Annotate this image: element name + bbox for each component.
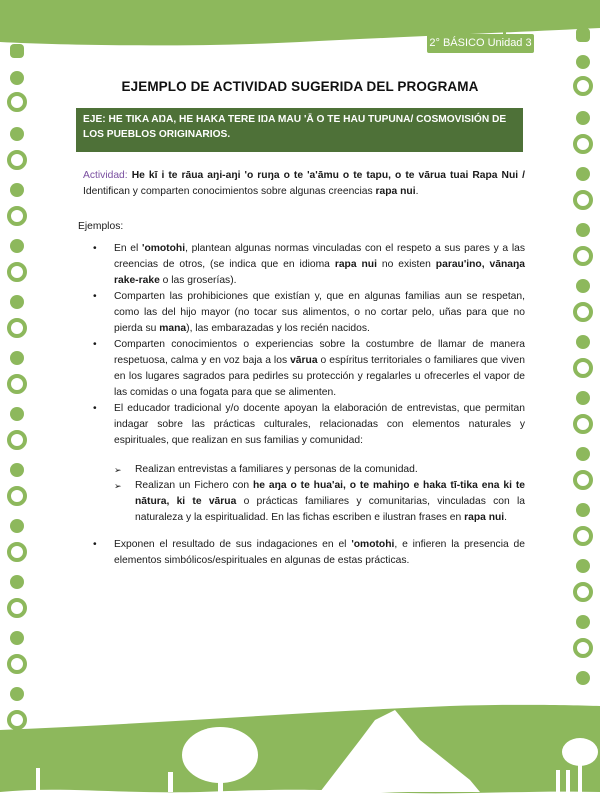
list-item: • En el 'omotohi, plantean algunas normas vinculadas con el respeto a sus pares y a las creencias de otros, (se indica que en idioma rapa nui no existen parau'ino, vānaŋa rake-rake o las groserías).	[93, 243, 525, 286]
bullet-icon: •	[93, 291, 97, 302]
page-title: EJEMPLO DE ACTIVIDAD SUGERIDA DEL PROGRAMA	[121, 79, 479, 94]
activity-label: Actividad:	[83, 170, 128, 181]
eje-banner: EJE: HE TIKA AŊA, HE HAKA TERE IŊA MAU 'Ā O TE HAU TUPUNA/ COSMOVISIÓN DE LOS PUEBLOS ORIGINARIOS.	[76, 108, 523, 152]
list-item: • Comparten conocimientos o experiencias sobre la costumbre de llamar de manera respetuosa, calma y en voz baja a los vārua o espíritus territoriales o familiares que viven en los lugares sagrados para pedirles su protección y regalarles u ofrecerles el vapor de las comidas o una fogata para que se alimenten.	[93, 339, 525, 398]
examples-label: Ejemplos:	[78, 221, 124, 232]
bullet-icon: •	[93, 243, 97, 254]
activity-rapanui-title: He kī i te rāua aŋi-aŋi 'o ruŋa o te 'a'āmu o te tapu, o te vārua tuai Rapa Nui /	[131, 170, 525, 181]
sub-list-item: ➢ Realizan entrevistas a familiares y personas de la comunidad.	[114, 462, 525, 478]
right-ornament-border	[572, 28, 594, 728]
bullet-icon: •	[93, 339, 97, 350]
list-item: • El educador tradicional y/o docente apoyan la elaboración de entrevistas, que permitan indagar sobre las prácticas culturales, relacionadas con elementos naturales y espirituales, que realizan en sus familias y comunidad: ➢ Realizan entrevistas a familiares y personas de la comunidad. ➢ Realizan un Fichero con he aŋa o te hua'ai, o te mahiŋo e haka tī-tika ena ki te nātura, ki te vārua o prácticas familiares y comunitarias, vinculadas con la naturaleza y la espiritualidad. En las fichas escriben e ilustran frases en rapa nui.	[93, 401, 525, 526]
arrow-bullet-icon: ➢	[114, 481, 122, 491]
activity-spanish-text: Identifican y comparten conocimientos sobre algunas creencias	[83, 186, 373, 197]
grade-badge: 2° BÁSICO Unidad 3	[427, 34, 534, 53]
arrow-bullet-icon: ➢	[114, 465, 122, 475]
list-item: • Comparten las prohibiciones que existían y, que en algunas familias aun se respetan, como las del hijo mayor (no tocar sus alimentos, o no cortar pelo, uñas para que no pierda su mana), las embarazadas y los recién nacidos.	[93, 291, 525, 334]
examples-list	[93, 241, 525, 569]
left-ornament-border	[6, 44, 28, 744]
bullet-icon: •	[93, 539, 97, 550]
activity-spanish-bold: rapa nui	[375, 186, 416, 197]
bullet-icon: •	[93, 403, 97, 414]
list-item: • Exponen el resultado de sus indagaciones en el 'omotohi, e infieren la presencia de elementos simbólicos/espirituales en algunas de estas prácticas.	[93, 539, 526, 566]
footer-landscape-decoration	[0, 700, 600, 800]
sub-list-item: ➢ Realizan un Fichero con he aŋa o te hua'ai, o te mahiŋo e haka tī-tika ena ki te nātura, ki te vārua o prácticas familiares y comunitarias, vinculadas con la naturaleza y la espiritualidad. En las fichas escriben e ilustran frases en rapa nui.	[114, 480, 525, 523]
sub-list	[114, 462, 525, 526]
activity-description: Actividad: He kī i te rāua aŋi-aŋi 'o ruŋa o te 'a'āmu o te tapu, o te vārua tuai Rapa Nui / Identifican y comparten conocimientos sobre algunas creencias rapa nui.	[83, 170, 525, 197]
